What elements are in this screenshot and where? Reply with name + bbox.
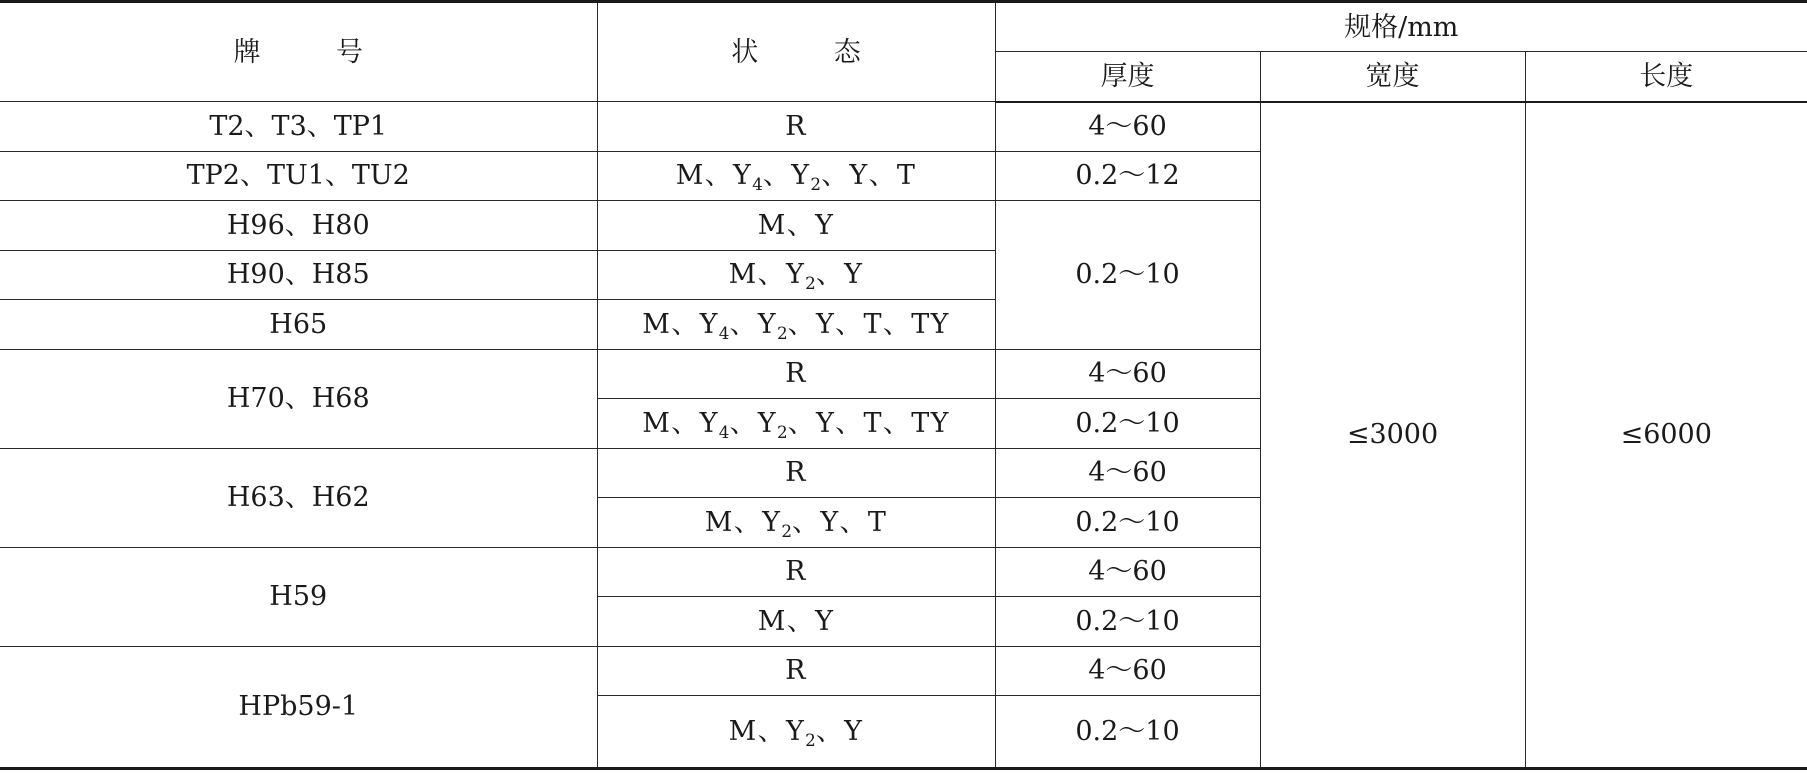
header-length: 长度 bbox=[1525, 52, 1807, 102]
grade-cell: H59 bbox=[0, 547, 597, 646]
thickness-cell: 0.2～12 bbox=[995, 151, 1260, 201]
state-text: M、Y bbox=[757, 605, 835, 637]
state-subscript: 4 bbox=[718, 421, 730, 442]
state-cell bbox=[597, 498, 995, 548]
state-text: R bbox=[785, 457, 807, 489]
thickness-cell: 4～60 bbox=[995, 448, 1260, 498]
state-text: R bbox=[785, 110, 807, 142]
state-text: M、Y bbox=[642, 407, 719, 439]
width-cell: ≤3000 bbox=[1260, 102, 1525, 769]
state-cell bbox=[597, 399, 995, 449]
state-cell bbox=[597, 597, 995, 647]
state-subscript: 2 bbox=[810, 174, 822, 195]
thickness-cell: 0.2～10 bbox=[995, 696, 1260, 769]
grade-cell: H70、H68 bbox=[0, 349, 597, 448]
thickness-cell: 4～60 bbox=[995, 349, 1260, 399]
state-cell bbox=[597, 300, 995, 350]
grade-cell: T2、T3、TP1 bbox=[0, 102, 597, 152]
state-cell bbox=[597, 250, 995, 300]
header-thickness: 厚度 bbox=[995, 52, 1260, 102]
header-width: 宽度 bbox=[1260, 52, 1525, 102]
grade-cell: H63、H62 bbox=[0, 448, 597, 547]
state-text: 、Y、T bbox=[791, 506, 888, 538]
state-subscript: 4 bbox=[752, 174, 763, 195]
state-text: M、Y bbox=[728, 716, 806, 748]
state-cell bbox=[597, 448, 995, 498]
grade-cell: HPb59-1 bbox=[0, 646, 597, 768]
state-cell bbox=[597, 547, 995, 597]
state-cell bbox=[597, 349, 995, 399]
state-text: M、Y bbox=[675, 160, 753, 192]
state-text: 、Y、T、TY bbox=[787, 407, 950, 439]
grade-cell: H90、H85 bbox=[0, 250, 597, 300]
state-cell bbox=[597, 646, 995, 696]
thickness-cell: 4～60 bbox=[995, 547, 1260, 597]
length-cell: ≤6000 bbox=[1525, 102, 1807, 769]
state-text: 、Y bbox=[815, 259, 864, 291]
state-text: 、Y bbox=[729, 407, 777, 439]
thickness-cell: 0.2～10 bbox=[995, 597, 1260, 647]
state-subscript: 4 bbox=[718, 322, 730, 343]
state-subscript: 2 bbox=[781, 520, 792, 541]
state-subscript: 2 bbox=[776, 421, 788, 442]
thickness-cell: 4～60 bbox=[995, 646, 1260, 696]
state-text: 、Y bbox=[729, 308, 777, 340]
thickness-cell: 4～60 bbox=[995, 102, 1260, 152]
state-cell bbox=[597, 102, 995, 152]
state-text: M、Y bbox=[642, 308, 719, 340]
state-subscript: 2 bbox=[805, 729, 816, 750]
state-text: 、Y bbox=[815, 716, 864, 748]
state-text: M、Y bbox=[704, 506, 782, 538]
thickness-cell: 0.2～10 bbox=[995, 399, 1260, 449]
state-subscript: 2 bbox=[805, 273, 816, 294]
state-text: M、Y bbox=[728, 259, 806, 291]
grade-cell: H65 bbox=[0, 300, 597, 350]
header-grade: 牌 号 bbox=[0, 2, 597, 102]
state-text: 、Y、T bbox=[821, 160, 917, 192]
state-cell bbox=[597, 696, 995, 769]
state-text: R bbox=[785, 655, 807, 687]
table-row bbox=[0, 102, 1807, 152]
state-text: 、Y、T、TY bbox=[787, 308, 950, 340]
state-text: R bbox=[785, 556, 807, 588]
thickness-cell: 0.2～10 bbox=[995, 201, 1260, 350]
header-row-1 bbox=[0, 2, 1807, 52]
state-cell bbox=[597, 151, 995, 201]
state-text: R bbox=[785, 358, 807, 390]
state-text: 、Y bbox=[762, 160, 811, 192]
grade-cell: H96、H80 bbox=[0, 201, 597, 251]
header-spec: 规格/mm bbox=[995, 2, 1807, 52]
thickness-cell: 0.2～10 bbox=[995, 498, 1260, 548]
grade-cell: TP2、TU1、TU2 bbox=[0, 151, 597, 201]
state-text: M、Y bbox=[757, 209, 835, 241]
state-subscript: 2 bbox=[776, 322, 788, 343]
state-cell bbox=[597, 201, 995, 251]
header-state: 状 态 bbox=[597, 2, 995, 102]
